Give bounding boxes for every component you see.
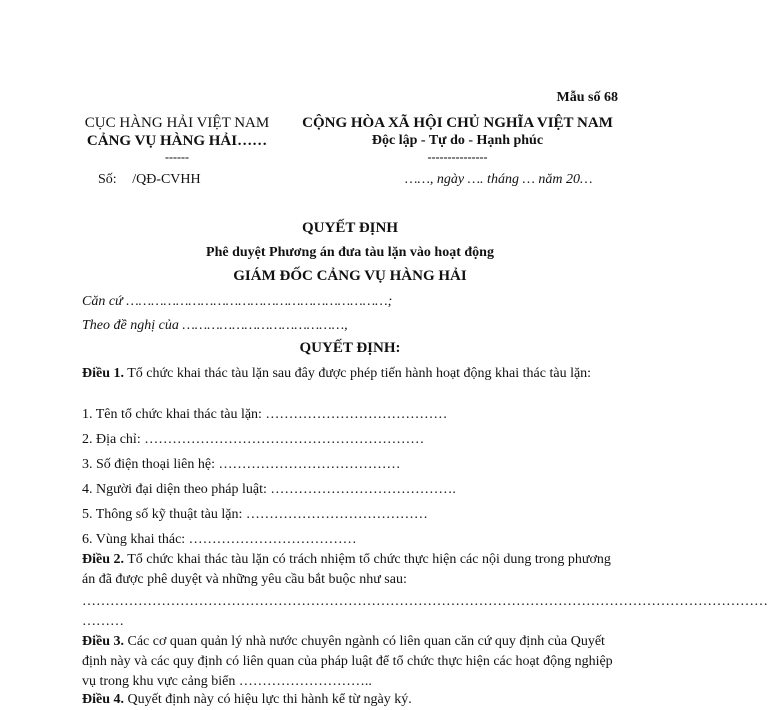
article-1-item: 2. Địa chỉ: ……………………………………………………	[82, 432, 425, 447]
article-1-item: 1. Tên tổ chức khai thác tàu lặn: …………………………………	[82, 407, 448, 422]
article-2-dots: …………………………………………………………………………………………………………………………………	[82, 594, 768, 609]
article-2-label: Điều 2.	[82, 552, 124, 567]
office-name: CẢNG VỤ HÀNG HẢI……	[86, 133, 268, 149]
article-1-item: 3. Số điện thoại liên hệ: …………………………………	[82, 457, 401, 472]
article-1-item: 4. Người đại diện theo pháp luật: ………………………………….	[82, 482, 456, 497]
basis-can-cu: Căn cứ ………………………………………………………;	[82, 294, 393, 309]
article-3-text: Các cơ quan quản lý nhà nước chuyên ngành có liên quan căn cứ quy định của Quyết định này và các quy định có liên quan của pháp luật để tổ chức thực hiện các hoạt động nghiệp vụ trong khu vực cảng biển ………………………..	[82, 634, 613, 689]
number-prefix: Số:	[98, 172, 117, 187]
article-3	[82, 632, 622, 692]
article-1-label: Điều 1.	[82, 366, 124, 381]
article-3-label: Điều 3.	[82, 634, 124, 649]
left-dash: ------	[165, 150, 189, 164]
article-4-text: Quyết định này có hiệu lực thi hành kể từ ngày ký.	[124, 692, 412, 707]
article-4-label: Điều 4.	[82, 692, 124, 707]
decision-heading: QUYẾT ĐỊNH:	[299, 340, 401, 356]
right-header	[285, 114, 630, 164]
number-code: /QĐ-CVHH	[132, 172, 201, 187]
nation-name: CỘNG HÒA XÃ HỘI CHỦ NGHĨA VIỆT NAM	[302, 115, 613, 131]
article-2-dots-short: ………	[82, 614, 124, 629]
title-subject: Phê duyệt Phương án đưa tàu lặn vào hoạt động	[206, 245, 494, 260]
article-4	[82, 690, 412, 710]
title-authority: GIÁM ĐỐC CẢNG VỤ HÀNG HẢI	[233, 268, 467, 284]
article-1-item: 5. Thông số kỹ thuật tàu lặn: …………………………………	[82, 507, 428, 522]
date-line: ……, ngày …. tháng … năm 20…	[405, 172, 593, 187]
left-header	[72, 114, 282, 164]
article-1	[82, 364, 622, 384]
article-2	[82, 550, 622, 590]
article-1-item: 6. Vùng khai thác: ………………………………	[82, 532, 357, 547]
title-heading: QUYẾT ĐỊNH	[302, 220, 398, 236]
basis-theo-de-nghi: Theo đề nghị của …………………………………,	[82, 318, 348, 333]
document-number	[98, 172, 201, 188]
motto: Độc lập - Tự do - Hạnh phúc	[371, 133, 544, 148]
article-1-text: Tổ chức khai thác tàu lặn sau đây được phép tiến hành hoạt động khai thác tàu lặn:	[124, 366, 592, 381]
article-2-text: Tổ chức khai thác tàu lặn có trách nhiệm tổ chức thực hiện các nội dung trong phương án đã được phê duyệt và những yêu cầu bắt buộc như sau:	[82, 552, 611, 587]
form-number: Mẫu số 68	[556, 90, 618, 105]
agency-name: CỤC HÀNG HẢI VIỆT NAM	[84, 115, 270, 131]
right-dash: ---------------	[427, 150, 488, 164]
